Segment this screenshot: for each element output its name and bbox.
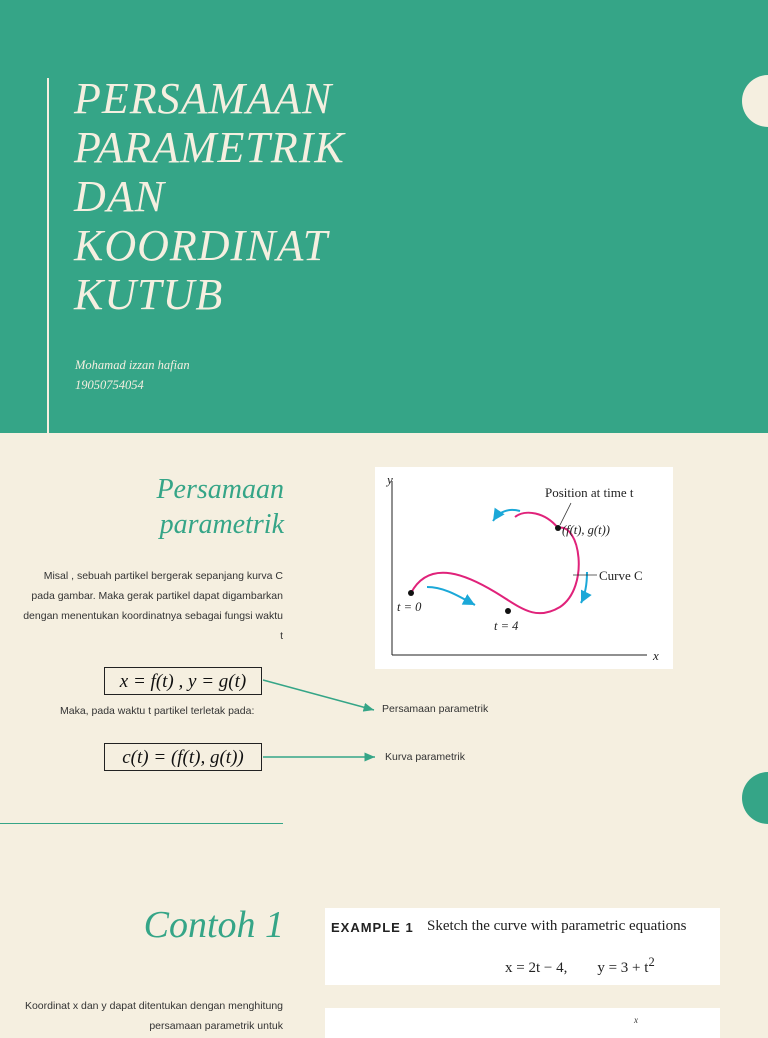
example-label: EXAMPLE 1 — [331, 920, 414, 935]
t0-label: t = 0 — [397, 600, 422, 614]
example-equations — [505, 955, 655, 977]
point-label: (f(t), g(t)) — [562, 523, 610, 537]
section-title-line: Persamaan — [156, 474, 284, 505]
title-line: PARAMETRIK — [74, 123, 345, 172]
section-title-line: parametrik — [159, 509, 284, 540]
section-title-contoh: Contoh 1 — [143, 904, 284, 946]
label-kurva-parametrik: Kurva parametrik — [385, 751, 465, 763]
position-label: Position at time t — [545, 485, 634, 500]
author-name: Mohamad izzan hafian — [75, 358, 190, 372]
eq-y-exp: 2 — [648, 955, 655, 969]
title-line: KOORDINAT — [74, 221, 329, 270]
x-axis-label: x — [653, 648, 659, 663]
example-text: Sketch the curve with parametric equations — [427, 918, 687, 934]
y-axis-label: y — [387, 472, 393, 487]
title-line: KUTUB — [74, 270, 224, 319]
example-description: Koordinat x dan y dapat ditentukan dengan menghitung persamaan parametrik untuk — [24, 1000, 283, 1032]
equation-parametric: x = f(t) , y = g(t) — [104, 667, 262, 695]
section-divider — [0, 823, 283, 824]
fig2-axis-label: x — [634, 1015, 638, 1025]
equation-curve: c(t) = (f(t), g(t)) — [104, 743, 262, 771]
author-id: 19050754054 — [75, 378, 144, 392]
example-figure — [325, 1008, 720, 1038]
title-line: DAN — [74, 172, 165, 221]
curve-label: Curve C — [599, 568, 643, 583]
intro-text: Maka, pada waktu t partikel terletak pada: — [60, 705, 255, 717]
label-persamaan-parametrik: Persamaan parametrik — [382, 703, 489, 715]
arrow-to-label1 — [263, 680, 374, 710]
title-line: PERSAMAAN — [74, 74, 333, 123]
eq-y: y = 3 + t — [597, 960, 649, 976]
eq-x: x = 2t − 4, — [505, 960, 568, 976]
section-description: Misal , sebuah partikel bergerak sepanjang kurva C pada gambar. Maka gerak partikel dapat digambarkan dengan menentukan koordinatnya sebagai fungsi waktu t — [23, 570, 283, 642]
t4-label: t = 4 — [494, 619, 519, 633]
example-box — [325, 908, 720, 985]
